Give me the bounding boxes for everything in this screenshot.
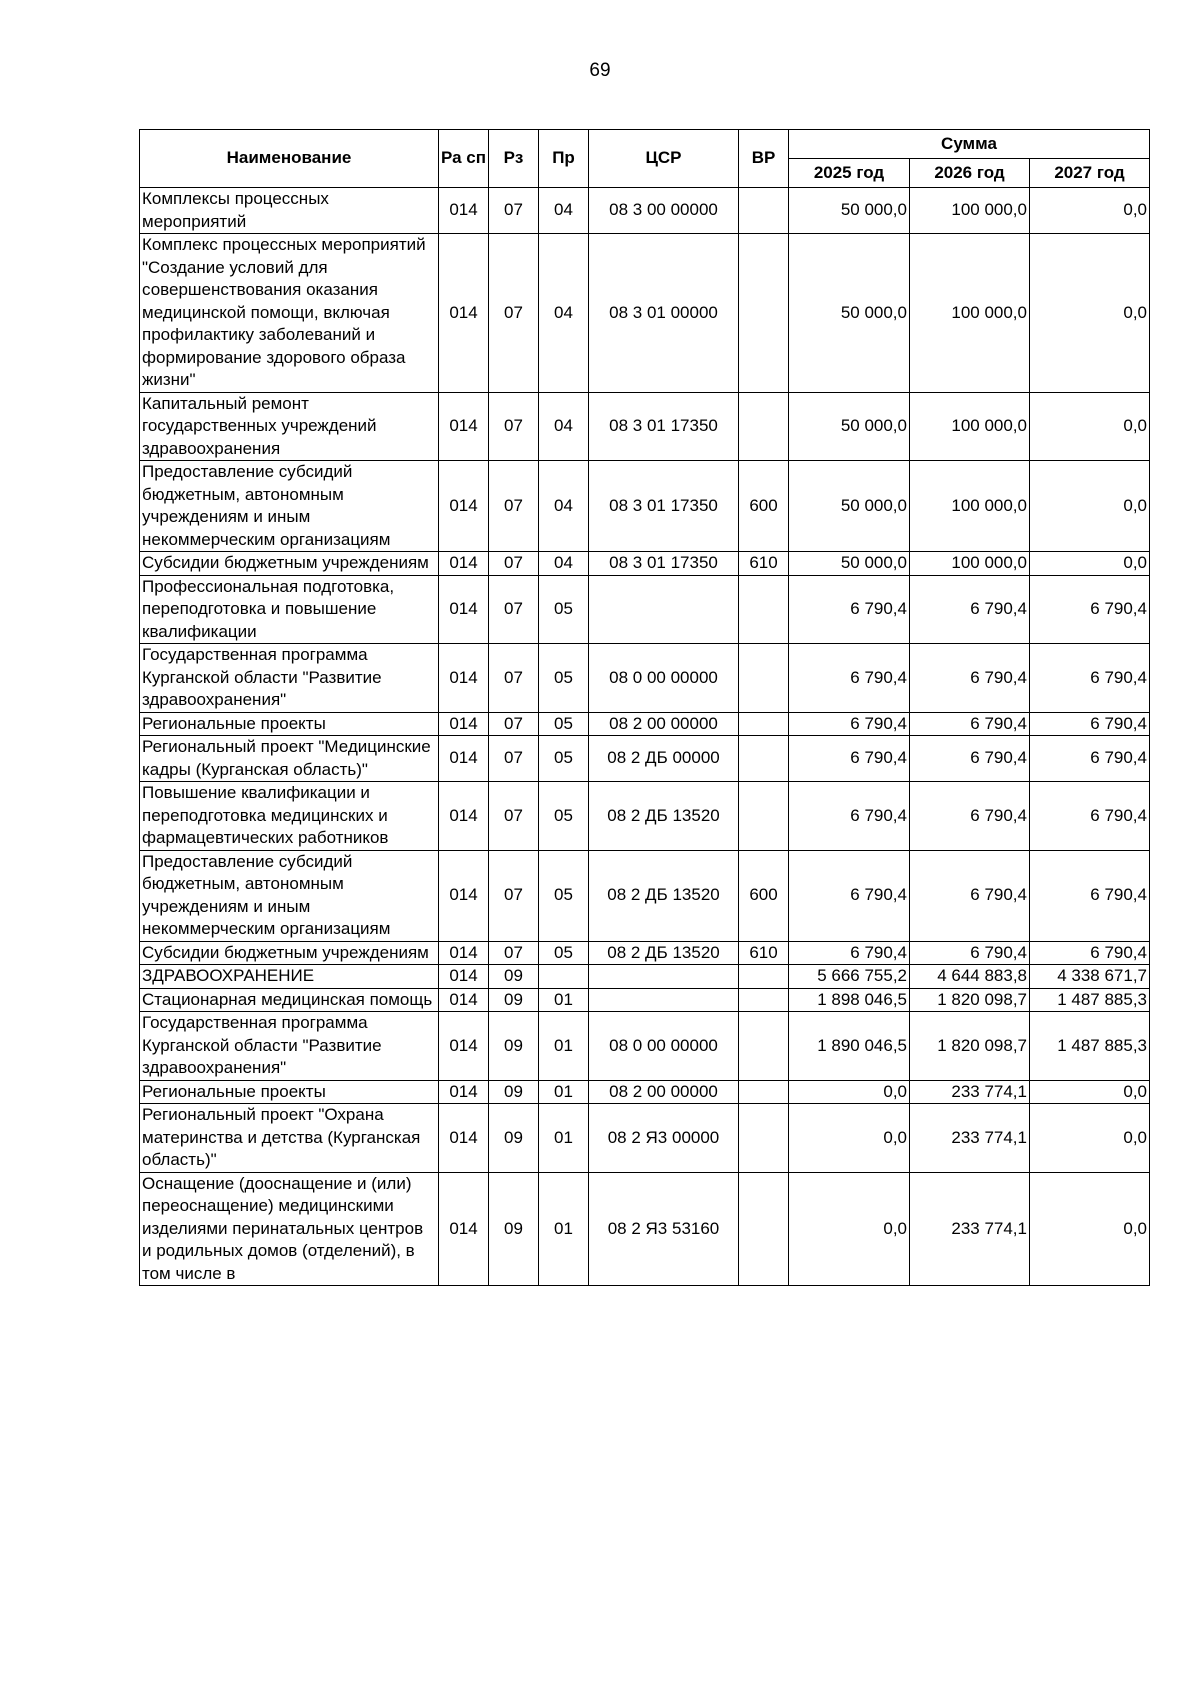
cell-name: Субсидии бюджетным учреждениям: [140, 941, 439, 965]
cell-name: Комплексы процессных мероприятий: [140, 188, 439, 234]
cell-csr: 08 2 00 00000: [589, 1080, 739, 1104]
cell-pr: 01: [539, 1012, 589, 1081]
cell-vr: [739, 1080, 789, 1104]
cell-rz: 07: [489, 850, 539, 941]
cell-name: Повышение квалификации и переподготовка медицинских и фармацевтических работников: [140, 782, 439, 851]
cell-pr: 04: [539, 234, 589, 393]
cell-amount-2026: 233 774,1: [910, 1104, 1030, 1173]
cell-rz: 09: [489, 1104, 539, 1173]
table-row: [140, 188, 1150, 234]
cell-name: Капитальный ремонт государственных учреждений здравоохранения: [140, 392, 439, 461]
table-row: [140, 392, 1150, 461]
cell-amount-2026: 100 000,0: [910, 552, 1030, 576]
cell-rasp: 014: [439, 782, 489, 851]
table-row: [140, 1080, 1150, 1104]
cell-pr: 04: [539, 188, 589, 234]
cell-rz: 07: [489, 736, 539, 782]
cell-rasp: 014: [439, 1104, 489, 1173]
cell-pr: [539, 965, 589, 989]
cell-vr: [739, 1012, 789, 1081]
cell-csr: 08 3 00 00000: [589, 188, 739, 234]
cell-rasp: 014: [439, 1012, 489, 1081]
cell-rz: 07: [489, 644, 539, 713]
cell-name: Субсидии бюджетным учреждениям: [140, 552, 439, 576]
cell-csr: 08 2 ДБ 00000: [589, 736, 739, 782]
cell-amount-2025: 0,0: [789, 1080, 910, 1104]
cell-amount-2027: 1 487 885,3: [1030, 1012, 1150, 1081]
cell-name: Государственная программа Курганской области "Развитие здравоохранения": [140, 644, 439, 713]
budget-table: [139, 129, 1150, 1286]
table-row: [140, 575, 1150, 644]
cell-pr: 01: [539, 1104, 589, 1173]
cell-amount-2025: 1 898 046,5: [789, 988, 910, 1012]
cell-amount-2025: 6 790,4: [789, 736, 910, 782]
cell-amount-2025: 6 790,4: [789, 782, 910, 851]
cell-amount-2027: 6 790,4: [1030, 782, 1150, 851]
cell-csr: 08 0 00 00000: [589, 644, 739, 713]
cell-amount-2027: 6 790,4: [1030, 850, 1150, 941]
cell-pr: 05: [539, 712, 589, 736]
header-year-2027: 2027 год: [1030, 159, 1150, 188]
header-csr: ЦСР: [589, 130, 739, 188]
cell-amount-2026: 100 000,0: [910, 461, 1030, 552]
cell-amount-2026: 4 644 883,8: [910, 965, 1030, 989]
cell-rz: 07: [489, 712, 539, 736]
cell-amount-2025: 6 790,4: [789, 941, 910, 965]
cell-amount-2027: 6 790,4: [1030, 712, 1150, 736]
table-row: [140, 965, 1150, 989]
table-row: [140, 941, 1150, 965]
cell-amount-2025: 50 000,0: [789, 552, 910, 576]
cell-amount-2025: 50 000,0: [789, 461, 910, 552]
cell-amount-2027: 0,0: [1030, 552, 1150, 576]
table-row: [140, 1172, 1150, 1286]
cell-rasp: 014: [439, 941, 489, 965]
table-row: [140, 712, 1150, 736]
cell-amount-2027: 6 790,4: [1030, 644, 1150, 713]
cell-rz: 09: [489, 1080, 539, 1104]
cell-amount-2026: 233 774,1: [910, 1080, 1030, 1104]
cell-amount-2025: 50 000,0: [789, 392, 910, 461]
table-row: [140, 552, 1150, 576]
cell-vr: [739, 644, 789, 713]
cell-pr: 01: [539, 1172, 589, 1286]
cell-pr: 04: [539, 461, 589, 552]
cell-amount-2025: 0,0: [789, 1172, 910, 1286]
cell-rasp: 014: [439, 461, 489, 552]
cell-rz: 07: [489, 575, 539, 644]
cell-rasp: 014: [439, 1172, 489, 1286]
cell-rz: 07: [489, 782, 539, 851]
cell-rasp: 014: [439, 392, 489, 461]
table-row: [140, 988, 1150, 1012]
cell-rasp: 014: [439, 644, 489, 713]
cell-amount-2025: 6 790,4: [789, 644, 910, 713]
cell-rasp: 014: [439, 552, 489, 576]
cell-name: Предоставление субсидий бюджетным, автономным учреждениям и иным некоммерческим организациям: [140, 461, 439, 552]
cell-name: ЗДРАВООХРАНЕНИЕ: [140, 965, 439, 989]
cell-rasp: 014: [439, 575, 489, 644]
cell-pr: 05: [539, 850, 589, 941]
table-header: [140, 130, 1150, 188]
table-row: [140, 234, 1150, 393]
table-row: [140, 850, 1150, 941]
cell-amount-2025: 50 000,0: [789, 188, 910, 234]
cell-csr: [589, 575, 739, 644]
cell-amount-2026: 1 820 098,7: [910, 988, 1030, 1012]
cell-amount-2027: 6 790,4: [1030, 736, 1150, 782]
cell-amount-2027: 0,0: [1030, 461, 1150, 552]
cell-rz: 09: [489, 965, 539, 989]
cell-amount-2025: 5 666 755,2: [789, 965, 910, 989]
header-year-2025: 2025 год: [789, 159, 910, 188]
cell-vr: [739, 736, 789, 782]
header-pr: Пр: [539, 130, 589, 188]
cell-rz: 07: [489, 552, 539, 576]
cell-rasp: 014: [439, 988, 489, 1012]
cell-csr: 08 3 01 17350: [589, 392, 739, 461]
table-row: [140, 782, 1150, 851]
header-rasp: Ра сп: [439, 130, 489, 188]
cell-csr: 08 2 ДБ 13520: [589, 782, 739, 851]
cell-rasp: 014: [439, 965, 489, 989]
cell-name: Региональные проекты: [140, 1080, 439, 1104]
cell-csr: 08 3 01 17350: [589, 461, 739, 552]
cell-name: Комплекс процессных мероприятий "Создание условий для совершенствования оказания медицинской помощи, включая профилактику заболеваний и формирование здорового образа жизни": [140, 234, 439, 393]
cell-pr: 04: [539, 552, 589, 576]
cell-amount-2027: 0,0: [1030, 1080, 1150, 1104]
table-body: [140, 188, 1150, 1286]
cell-amount-2026: 6 790,4: [910, 850, 1030, 941]
cell-amount-2027: 4 338 671,7: [1030, 965, 1150, 989]
cell-pr: 05: [539, 736, 589, 782]
cell-amount-2027: 0,0: [1030, 1104, 1150, 1173]
cell-rasp: 014: [439, 1080, 489, 1104]
cell-amount-2027: 1 487 885,3: [1030, 988, 1150, 1012]
cell-pr: 01: [539, 988, 589, 1012]
cell-rz: 07: [489, 461, 539, 552]
cell-amount-2025: 1 890 046,5: [789, 1012, 910, 1081]
cell-vr: [739, 188, 789, 234]
table-row: [140, 736, 1150, 782]
cell-rz: 07: [489, 941, 539, 965]
cell-rz: 07: [489, 392, 539, 461]
cell-csr: [589, 988, 739, 1012]
cell-amount-2026: 6 790,4: [910, 782, 1030, 851]
cell-vr: [739, 965, 789, 989]
cell-name: Стационарная медицинская помощь: [140, 988, 439, 1012]
cell-pr: 05: [539, 644, 589, 713]
cell-rz: 09: [489, 988, 539, 1012]
cell-pr: 05: [539, 575, 589, 644]
cell-csr: 08 3 01 00000: [589, 234, 739, 393]
cell-amount-2026: 100 000,0: [910, 188, 1030, 234]
cell-amount-2025: 6 790,4: [789, 850, 910, 941]
cell-name: Государственная программа Курганской области "Развитие здравоохранения": [140, 1012, 439, 1081]
cell-csr: [589, 965, 739, 989]
cell-vr: [739, 392, 789, 461]
table-row: [140, 1012, 1150, 1081]
cell-vr: [739, 988, 789, 1012]
cell-rasp: 014: [439, 712, 489, 736]
header-rz: Рз: [489, 130, 539, 188]
cell-vr: 600: [739, 461, 789, 552]
cell-rz: 07: [489, 188, 539, 234]
cell-vr: [739, 782, 789, 851]
cell-amount-2027: 6 790,4: [1030, 575, 1150, 644]
cell-csr: 08 2 Я3 00000: [589, 1104, 739, 1173]
cell-amount-2027: 0,0: [1030, 188, 1150, 234]
header-year-2026: 2026 год: [910, 159, 1030, 188]
cell-amount-2026: 6 790,4: [910, 941, 1030, 965]
cell-name: Предоставление субсидий бюджетным, автономным учреждениям и иным некоммерческим организациям: [140, 850, 439, 941]
table-row: [140, 1104, 1150, 1173]
cell-name: Региональный проект "Медицинские кадры (Курганская область)": [140, 736, 439, 782]
cell-amount-2026: 100 000,0: [910, 234, 1030, 393]
table-row: [140, 461, 1150, 552]
cell-vr: 610: [739, 941, 789, 965]
cell-amount-2025: 6 790,4: [789, 712, 910, 736]
cell-vr: [739, 575, 789, 644]
cell-amount-2026: 6 790,4: [910, 575, 1030, 644]
cell-rasp: 014: [439, 234, 489, 393]
cell-pr: 05: [539, 941, 589, 965]
cell-vr: 600: [739, 850, 789, 941]
cell-rasp: 014: [439, 736, 489, 782]
cell-rasp: 014: [439, 850, 489, 941]
cell-csr: 08 3 01 17350: [589, 552, 739, 576]
cell-pr: 04: [539, 392, 589, 461]
cell-csr: 08 2 ДБ 13520: [589, 941, 739, 965]
cell-amount-2026: 100 000,0: [910, 392, 1030, 461]
cell-csr: 08 0 00 00000: [589, 1012, 739, 1081]
cell-amount-2027: 0,0: [1030, 234, 1150, 393]
cell-amount-2026: 6 790,4: [910, 644, 1030, 713]
cell-csr: 08 2 Я3 53160: [589, 1172, 739, 1286]
cell-name: Региональный проект "Охрана материнства и детства (Курганская область)": [140, 1104, 439, 1173]
cell-amount-2025: 0,0: [789, 1104, 910, 1173]
cell-pr: 01: [539, 1080, 589, 1104]
cell-amount-2025: 50 000,0: [789, 234, 910, 393]
cell-amount-2027: 0,0: [1030, 392, 1150, 461]
cell-pr: 05: [539, 782, 589, 851]
header-vr: ВР: [739, 130, 789, 188]
cell-amount-2026: 6 790,4: [910, 712, 1030, 736]
cell-rz: 09: [489, 1172, 539, 1286]
cell-amount-2027: 6 790,4: [1030, 941, 1150, 965]
cell-csr: 08 2 ДБ 13520: [589, 850, 739, 941]
cell-vr: [739, 1172, 789, 1286]
header-name: Наименование: [140, 130, 439, 188]
header-summa: Сумма: [789, 130, 1150, 159]
cell-amount-2026: 1 820 098,7: [910, 1012, 1030, 1081]
cell-name: Оснащение (дооснащение и (или) переоснащение) медицинскими изделиями перинатальных центров и родильных домов (отделений), в том числе в: [140, 1172, 439, 1286]
cell-rasp: 014: [439, 188, 489, 234]
cell-name: Профессиональная подготовка, переподготовка и повышение квалификации: [140, 575, 439, 644]
cell-rz: 07: [489, 234, 539, 393]
cell-vr: [739, 234, 789, 393]
table-row: [140, 644, 1150, 713]
cell-amount-2026: 233 774,1: [910, 1172, 1030, 1286]
cell-vr: 610: [739, 552, 789, 576]
cell-amount-2025: 6 790,4: [789, 575, 910, 644]
cell-amount-2026: 6 790,4: [910, 736, 1030, 782]
cell-name: Региональные проекты: [140, 712, 439, 736]
page-number: 69: [589, 60, 611, 81]
cell-vr: [739, 1104, 789, 1173]
cell-rz: 09: [489, 1012, 539, 1081]
cell-vr: [739, 712, 789, 736]
cell-csr: 08 2 00 00000: [589, 712, 739, 736]
cell-amount-2027: 0,0: [1030, 1172, 1150, 1286]
